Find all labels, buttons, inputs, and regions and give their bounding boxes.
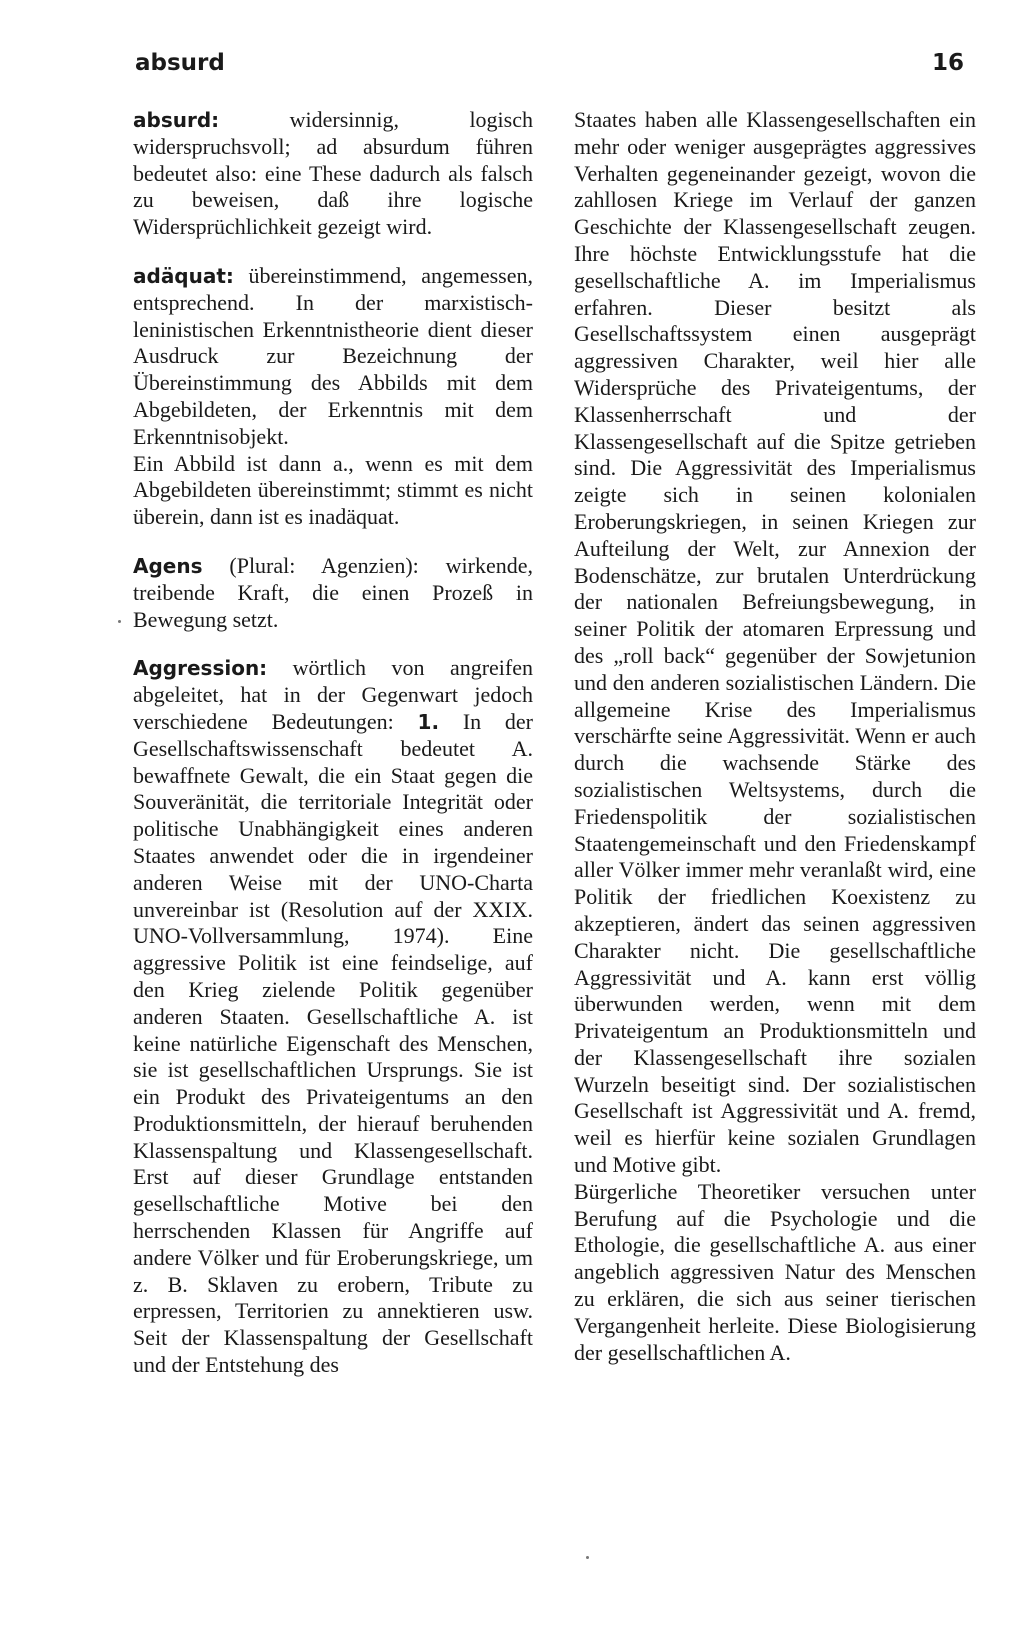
- running-headword: absurd: [135, 50, 225, 76]
- page-number: 16: [931, 50, 964, 76]
- continued-paragraph-2: Bürgerliche Theoretiker versuchen unter Berufung auf die Psychologie und die Ethologie, die gesellschaftliche A. aus einer angeblich aggressiven Natur des Menschen zu erklären, die sich aus seiner tierischen Vergangenheit herleite. Diese Biologisierung der gesellschaftlichen A.: [574, 1178, 976, 1365]
- entry-adaequat: [133, 263, 533, 531]
- entry-term: Agens: [133, 553, 203, 578]
- entry-definition-continued: In der Gesellschaftswissenschaft bedeutet A. bewaffnete Gewalt, die ein Staat gegen die Souveränität, die territoriale Integrität oder politische Unabhängigkeit eines anderen Staates anwendet oder die in irgendeiner anderen Weise mit der UNO-Charta unvereinbar ist (Resolution auf der XXIX. UNO-Vollversammlung, 1974). Eine aggressive Politik ist eine feindselige, auf den Krieg zielende Politik gegenüber anderen Staaten. Gesellschaftliche A. ist keine natürliche Eigenschaft des Menschen, sie ist gesellschaftlichen Ursprungs. Sie ist ein Produkt des Privateigentums an den Produktionsmitteln, der hierauf beruhenden Klassenspaltung und Klassengesellschaft. Erst auf dieser Grundlage entstanden gesellschaftliche Motive bei den herrschenden Klassen für Angriffe auf andere Völker und für Eroberungskriege, um z. B. Sklaven zu erobern, Tribute zu erpressen, Territorien zu annektieren usw. Seit der Klassenspaltung der Gesellschaft und der Entstehung des: [133, 708, 534, 1378]
- entry-aggression: [133, 655, 533, 1379]
- entry-paragraph: [133, 107, 533, 241]
- right-column: [574, 107, 976, 1366]
- entry-definition: übereinstimmend, angemessen, entsprechend. In der marxistisch-leninistischen Erkenntnistheorie dient dieser Ausdruck zur Bezeichnung der Übereinstimmung des Abbilds mit dem Abgebildeten, der Erkenntnis mit dem Erkenntnisobjekt.: [133, 262, 533, 449]
- sense-number: 1.: [417, 709, 440, 734]
- entry-paragraph: [133, 553, 533, 633]
- entry-term: adäquat:: [133, 263, 234, 288]
- entry-absurd: [133, 107, 533, 241]
- running-head: [135, 50, 964, 90]
- continued-paragraph: Staates haben alle Klassengesellschaften ein mehr oder weniger ausgeprägtes aggressives Verhalten gegeneinander gezeigt, wovon die zahllosen Kriege im Verlauf der ganzen Geschichte der Klassengesellschaft zeugen. Ihre höchste Entwicklungsstufe hat die gesellschaftliche A. im Imperialismus erfahren. Dieser besitzt als Gesellschaftssystem einen ausgeprägt aggressiven Charakter, weil hier alle Widersprüche des Privateigentums, der Klassenherrschaft und der Klassengesellschaft auf die Spitze getrieben sind. Die Aggressivität des Imperialismus zeigte sich in seinen kolonialen Eroberungskriegen, in seinen Kriegen zur Aufteilung der Welt, zur Annexion der Bodenschätze, zur brutalen Unterdrückung der nationalen Befreiungsbewegung, in seiner Politik der atomaren Erpressung und des „roll back“ gegenüber der Sowjetunion und den anderen sozialistischen Ländern. Die allgemeine Krise des Imperialismus verschärfte seine Aggressivität. Wenn er auch durch die wachsende Stärke des sozialistischen Weltsystems, durch die Friedenspolitik der sozialistischen Staatengemeinschaft und den Friedenskampf aller Völker immer mehr veranlaßt wird, eine Politik der friedlichen Koexistenz zu akzeptieren, ändert das seinen aggressiven Charakter nicht. Die gesellschaftliche Aggressivität und A. kann erst völlig überwunden werden, wenn mit dem Privateigentum an Produktionsmitteln und der Klassengesellschaft ihre sozialen Wurzeln beseitigt sind. Der sozialistischen Gesellschaft ist Aggressivität und A. fremd, weil es hierfür keine sozialen Grundlagen und Motive gibt.: [574, 107, 976, 1178]
- entry-term: Aggression:: [133, 656, 268, 681]
- entry-paragraph: [133, 655, 533, 1379]
- entry-term: absurd:: [133, 108, 220, 132]
- entry-definition: widersinnig, logisch widerspruchsvoll; ad absurdum führen bedeutet also: eine These dadurch als falsch zu beweisen, daß ihre logische Widersprüchlichkeit gezeigt wird.: [133, 107, 533, 240]
- left-column: [133, 107, 533, 1401]
- print-speck: [118, 620, 121, 623]
- entry-agens: [133, 553, 533, 633]
- entry-paragraph: Ein Abbild ist dann a., wenn es mit dem Abgebildeten übereinstimmt; stimmt es nicht überein, dann ist es inadäquat.: [133, 450, 533, 530]
- entry-definition: (Plural: Agenzien): wirkende, treibende Kraft, die einen Prozeß in Bewegung setzt.: [133, 552, 533, 632]
- entry-definition: wörtlich von angreifen abgeleitet, hat in der Gegenwart jedoch verschiedene Bedeutungen:: [133, 655, 533, 734]
- print-speck: [586, 1556, 589, 1559]
- entry-paragraph: [133, 263, 533, 451]
